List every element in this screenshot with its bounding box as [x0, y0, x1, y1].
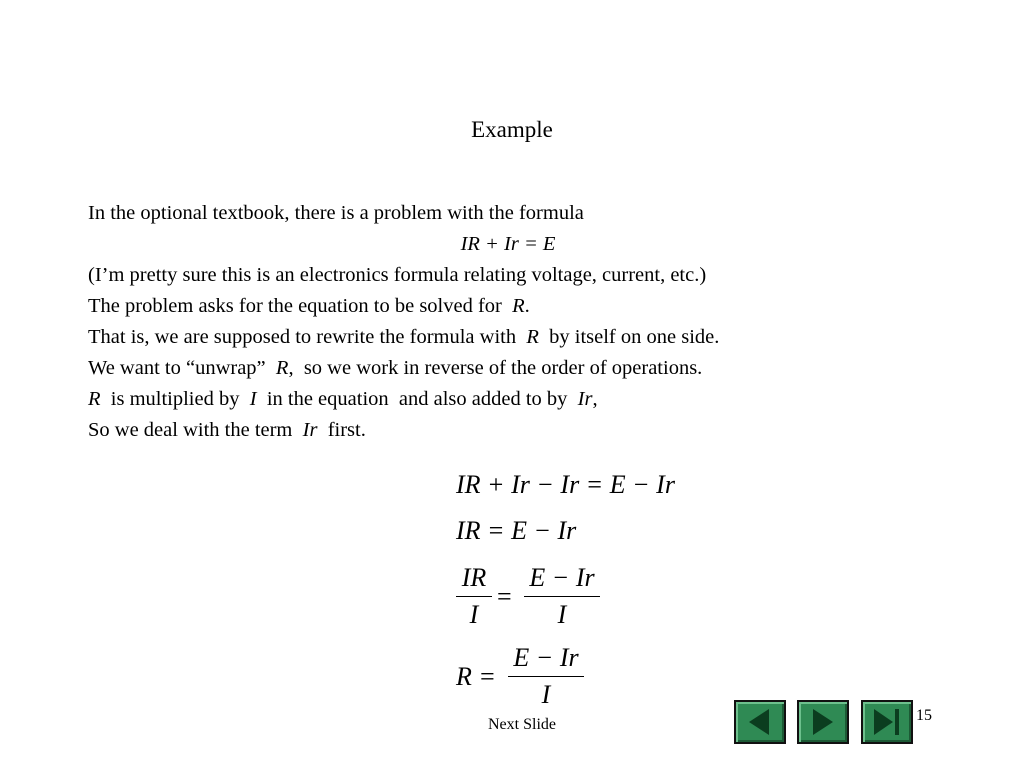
fraction-numerator: E − Ir	[513, 643, 579, 672]
body-line-8: So we deal with the term Ir first.	[88, 419, 366, 441]
fraction-denominator: I	[541, 680, 551, 709]
skip-to-end-icon	[863, 702, 911, 742]
equals-sign: =	[497, 582, 512, 611]
slide-title: Example	[471, 117, 553, 142]
last-slide-button[interactable]	[861, 700, 913, 744]
previous-slide-button[interactable]	[734, 700, 786, 744]
fraction-denominator: I	[557, 600, 567, 629]
equation-step-2: IR = E − Ir	[456, 516, 577, 545]
body-line-3: (I’m pretty sure this is an electronics formula relating voltage, current, etc.)	[88, 264, 707, 286]
fraction-bar	[508, 676, 584, 677]
fraction-bar	[524, 596, 600, 597]
body-line-1: In the optional textbook, there is a problem with the formula	[88, 202, 584, 224]
body-line-6: We want to “unwrap” R, so we work in reverse of the order of operations.	[88, 357, 703, 379]
fraction-right	[524, 562, 600, 631]
next-slide-link[interactable]: Next Slide	[488, 716, 556, 733]
formula-line: IR + Ir = E	[460, 233, 556, 255]
equation-step-1: IR + Ir − Ir = E − Ir	[456, 470, 675, 499]
triangle-left-icon	[736, 702, 784, 742]
fraction-denominator: I	[469, 600, 479, 629]
body-line-7: R is multiplied by I in the equation and also added to by Ir,	[88, 388, 598, 410]
page-number: 15	[916, 707, 932, 724]
equation-lhs: R =	[456, 662, 496, 691]
body-line-4: The problem asks for the equation to be solved for R.	[88, 295, 530, 317]
slide-body	[88, 198, 968, 446]
fraction-solution	[508, 642, 584, 711]
fraction-numerator: IR	[461, 563, 487, 592]
next-slide-button[interactable]	[797, 700, 849, 744]
triangle-right-icon	[799, 702, 847, 742]
body-line-5: That is, we are supposed to rewrite the formula with R by itself on one side.	[88, 326, 720, 348]
fraction-left	[456, 562, 492, 631]
fraction-numerator: E − Ir	[529, 563, 595, 592]
fraction-bar	[456, 596, 492, 597]
